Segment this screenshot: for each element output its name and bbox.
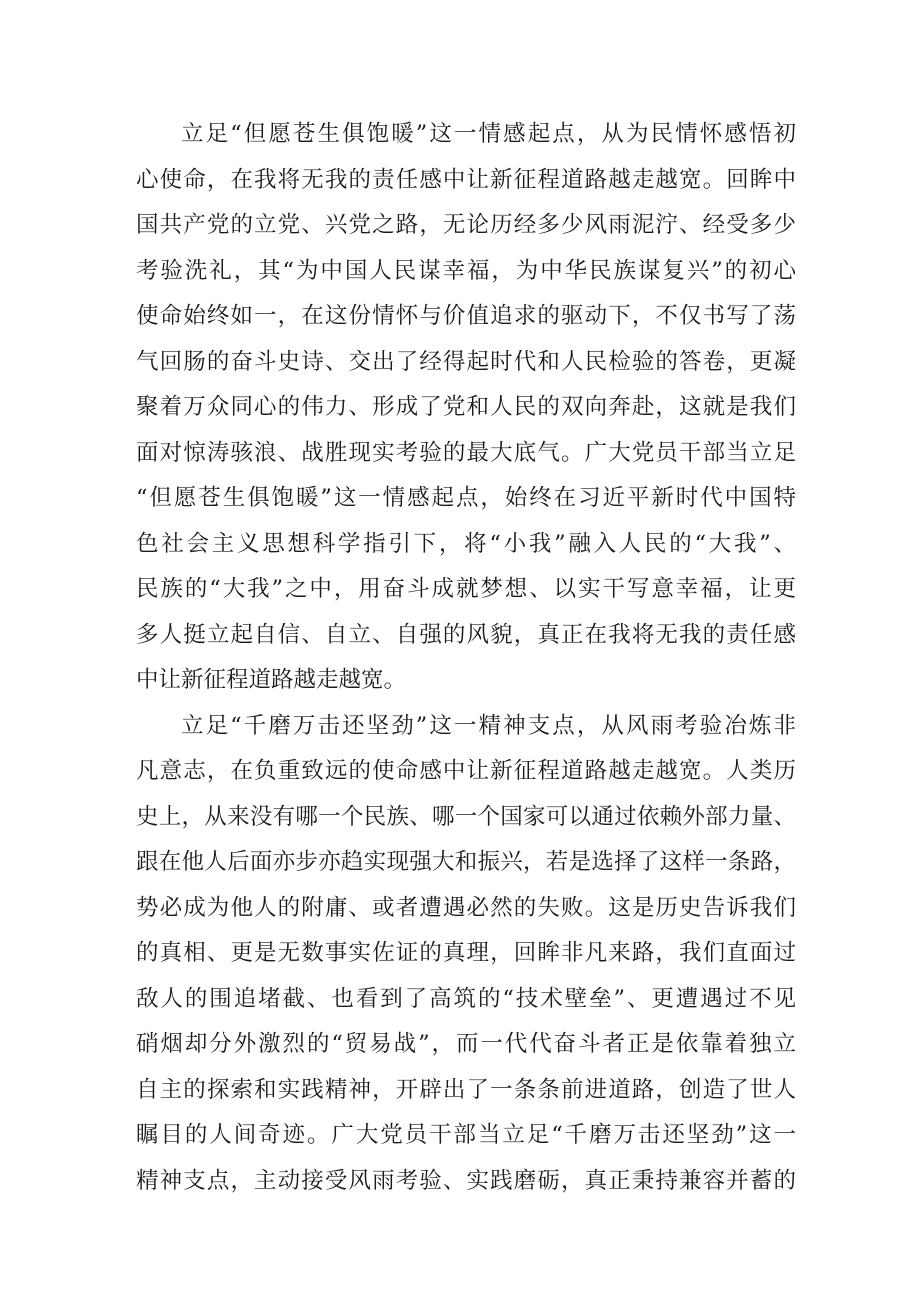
- text-line: 精神支点，主动接受风雨考验、实践磨砺，真正秉持兼容并蓄的: [136, 1167, 796, 1194]
- text-line: 气回肠的奋斗史诗、交出了经得起时代和人民检验的答卷，更凝: [136, 348, 796, 375]
- text-line: 中让新征程道路越走越宽。: [136, 667, 407, 693]
- paragraph-2: [136, 704, 796, 1205]
- text-line: 民族的“大我”之中，用奋斗成就梦想、以实干写意幸福，让更: [136, 576, 796, 602]
- text-line: 面对惊涛骇浪、战胜现实考验的最大底气。广大党员干部当立足: [136, 439, 796, 466]
- text-line: 势必成为他人的附庸、或者遭遇必然的失败。这是历史告诉我们: [136, 894, 796, 921]
- paragraph-1: [136, 112, 796, 704]
- text-line: 跟在他人后面亦步亦趋实现强大和振兴，若是选择了这样一条路，: [136, 849, 796, 875]
- text-line: “但愿苍生俱饱暖”这一情感起点，始终在习近平新时代中国特: [136, 485, 796, 511]
- text-line: 多人挺立起自信、自立、自强的风貌，真正在我将无我的责任感: [136, 621, 796, 648]
- text-line: 使命始终如一，在这份情怀与价值追求的驱动下，不仅书写了荡: [136, 303, 796, 329]
- text-line: 心使命，在我将无我的责任感中让新征程道路越走越宽。回眸中: [136, 166, 796, 193]
- text-line: 立足“千磨万击还坚劲”这一精神支点，从风雨考验冶炼非: [181, 712, 796, 739]
- document-body: [136, 112, 796, 1204]
- text-line: 自主的探索和实践精神，开辟出了一条条前进道路，创造了世人: [136, 1076, 796, 1103]
- text-line: 色社会主义思想科学指引下，将“小我”融入人民的“大我”、: [136, 530, 796, 557]
- text-line: 凡意志，在负重致远的使命感中让新征程道路越走越宽。人类历: [136, 758, 796, 784]
- text-line: 立足“但愿苍生俱饱暖”这一情感起点，从为民情怀感悟初: [181, 121, 796, 147]
- text-line: 国共产党的立党、兴党之路，无论历经多少风雨泥泞、经受多少: [136, 212, 796, 238]
- text-line: 聚着万众同心的伟力、形成了党和人民的双向奔赴，这就是我们: [136, 394, 796, 420]
- text-line: 瞩目的人间奇迹。广大党员干部当立足“千磨万击还坚劲”这一: [136, 1122, 796, 1148]
- text-line: 的真相、更是无数事实佐证的真理，回眸非凡来路，我们直面过: [136, 940, 796, 966]
- text-line: 史上，从来没有哪一个民族、哪一个国家可以通过依赖外部力量、: [136, 803, 796, 830]
- text-line: 考验洗礼，其“为中国人民谋幸福，为中华民族谋复兴”的初心: [136, 257, 796, 284]
- text-line: 硝烟却分外激烈的“贸易战”，而一代代奋斗者正是依靠着独立: [136, 1031, 796, 1057]
- text-line: 敌人的围追堵截、也看到了高筑的“技术壁垒”、更遭遇过不见: [136, 985, 796, 1012]
